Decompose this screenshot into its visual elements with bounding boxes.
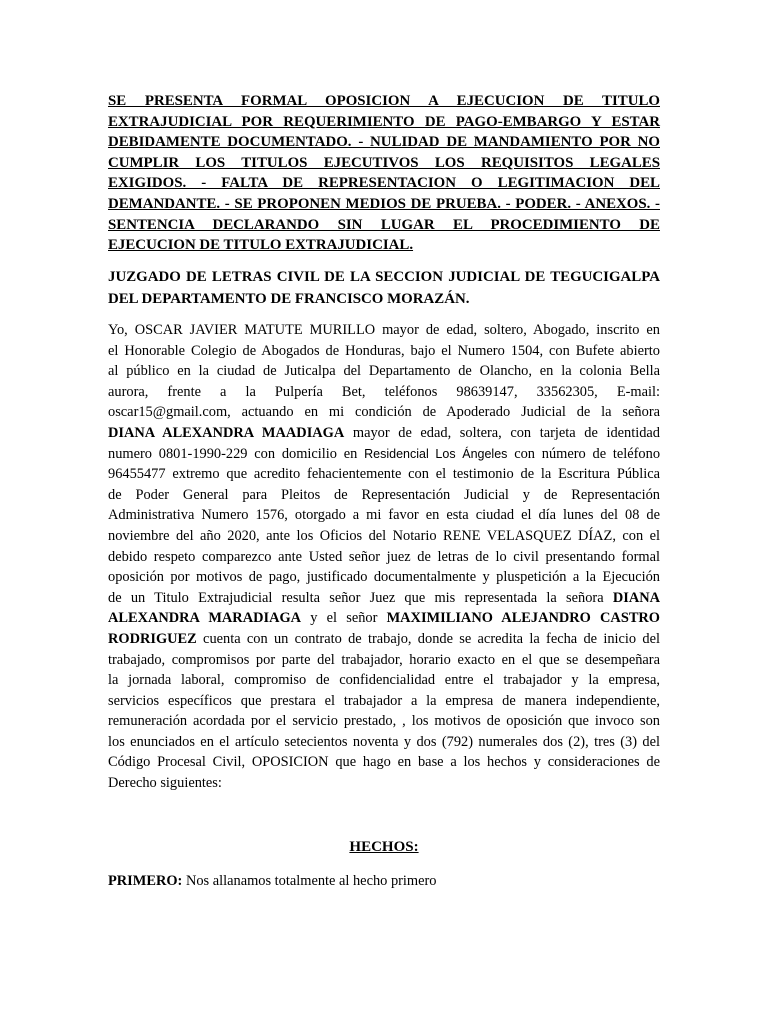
- residence-name: Residencial Los Ángeles: [364, 446, 508, 461]
- body-line: noviembre del año 2020, ante los Oficios del Notario RENE VELASQUEZ DÍAZ, con el: [108, 527, 660, 544]
- body-line: trabajado, compromisos por parte del trabajador, horario exacto en el que se desempeñara: [108, 651, 660, 668]
- client-name: DIANA: [612, 589, 660, 606]
- body-line: oscar15@gmail.com, actuando en mi condición de Apoderado Judicial de la señora: [108, 404, 660, 421]
- body-line: debido respeto comparezco ante Usted señor juez de letras de lo civil presentando formal: [108, 548, 660, 565]
- body-line: [108, 588, 660, 609]
- primero-paragraph: [108, 873, 437, 890]
- party-name: RODRIGUEZ: [108, 630, 197, 647]
- hechos-heading: HECHOS:: [349, 839, 419, 855]
- body-text: numero 0801-1990-229 con domicilio en: [108, 445, 365, 462]
- title-line: EJECUCION DE TITULO EXTRAJUDICIAL.: [108, 237, 414, 254]
- body-paragraph: [108, 320, 660, 794]
- title-line: EXTRAJUDICIAL POR REQUERIMIENTO DE PAGO-EMBARGO Y ESTAR: [108, 113, 660, 130]
- body-line: [108, 444, 660, 465]
- court-line: JUZGADO DE LETRAS CIVIL DE LA SECCION JUDICIAL DE TEGUCIGALPA: [108, 269, 660, 285]
- body-text: cuenta con un contrato de trabajo, donde se acredita la fecha de inicio del: [196, 630, 660, 647]
- body-line: Código Procesal Civil, OPOSICION que hago en base a los hechos y consideraciones de: [108, 754, 660, 771]
- court-line: DEL DEPARTAMENTO DE FRANCISCO MORAZÁN.: [108, 291, 470, 307]
- body-line: Derecho siguientes:: [108, 775, 222, 792]
- title-line: DEBIDAMENTE DOCUMENTADO. - NULIDAD DE MANDAMIENTO POR NO: [108, 134, 660, 151]
- body-text: y el señor: [301, 610, 387, 627]
- body-line: remuneración acordada por el servicio prestado, , los motivos de oposición que invoco son: [108, 713, 660, 730]
- primero-label: PRIMERO:: [108, 873, 183, 889]
- client-name: ALEXANDRA MARADIAGA: [108, 610, 302, 627]
- body-text: de un Titulo Extrajudicial resulta señor Juez que mis representada la señora: [108, 589, 613, 606]
- title-line: DEMANDANTE. - SE PROPONEN MEDIOS DE PRUEBA. - PODER. - ANEXOS. -: [108, 195, 660, 212]
- title-line: CUMPLIR LOS TITULOS EJECUTIVOS LOS REQUISITOS LEGALES: [108, 154, 660, 171]
- body-line: el Honorable Colegio de Abogados de Honduras, bajo el Numero 1504, con Bufete abierto: [108, 342, 660, 359]
- body-line: [108, 423, 660, 444]
- title-line: SENTENCIA DECLARANDO SIN LUGAR EL PROCEDIMIENTO DE: [108, 216, 660, 233]
- body-line: servicios específicos que prestara el trabajador a la empresa de manera independiente,: [108, 692, 660, 709]
- title-line: EXIGIDOS. - FALTA DE REPRESENTACION O LEGITIMACION DEL: [108, 175, 660, 192]
- title-line: SE PRESENTA FORMAL OPOSICION A EJECUCION DE TITULO: [108, 93, 660, 109]
- body-text: mayor de edad, soltera, con tarjeta de identidad: [344, 424, 660, 441]
- body-line: al público en la ciudad de Juticalpa del Departamento de Olancho, en la colonia Bella: [108, 363, 660, 380]
- body-line: de Poder General para Pleitos de Representación Judicial y de Representación: [108, 486, 660, 503]
- body-line: la jornada laboral, compromiso de confidencialidad entre el trabajador y la empresa,: [108, 672, 660, 689]
- client-name: DIANA ALEXANDRA MAADIAGA: [108, 424, 345, 441]
- body-line: los enunciados en el artículo setecientos noventa y dos (792) numerales dos (2), tres (3) del: [108, 733, 660, 750]
- body-line: Yo, OSCAR JAVIER MATUTE MURILLO mayor de edad, soltero, Abogado, inscrito en: [108, 322, 660, 338]
- document-title: [108, 91, 660, 256]
- body-text: con número de teléfono: [507, 445, 661, 462]
- body-line: aurora, frente a la Pulpería Bet, teléfonos 98639147, 33562305, E-mail:: [108, 383, 660, 400]
- court-heading: [108, 266, 660, 310]
- body-line: [108, 608, 660, 629]
- body-line: Administrativa Numero 1576, otorgado a mi favor en esta ciudad el día lunes del 08 de: [108, 507, 660, 524]
- primero-text: Nos allanamos totalmente al hecho primero: [182, 873, 437, 889]
- party-name: MAXIMILIANO ALEJANDRO CASTRO: [386, 610, 661, 627]
- body-line: [108, 629, 660, 650]
- body-line: 96455477 extremo que acredito fehacientemente con el testimonio de la Escritura Pública: [108, 466, 660, 483]
- body-line: oposición por motivos de pago, justificado documentalmente y pluspetición a la Ejecución: [108, 569, 660, 586]
